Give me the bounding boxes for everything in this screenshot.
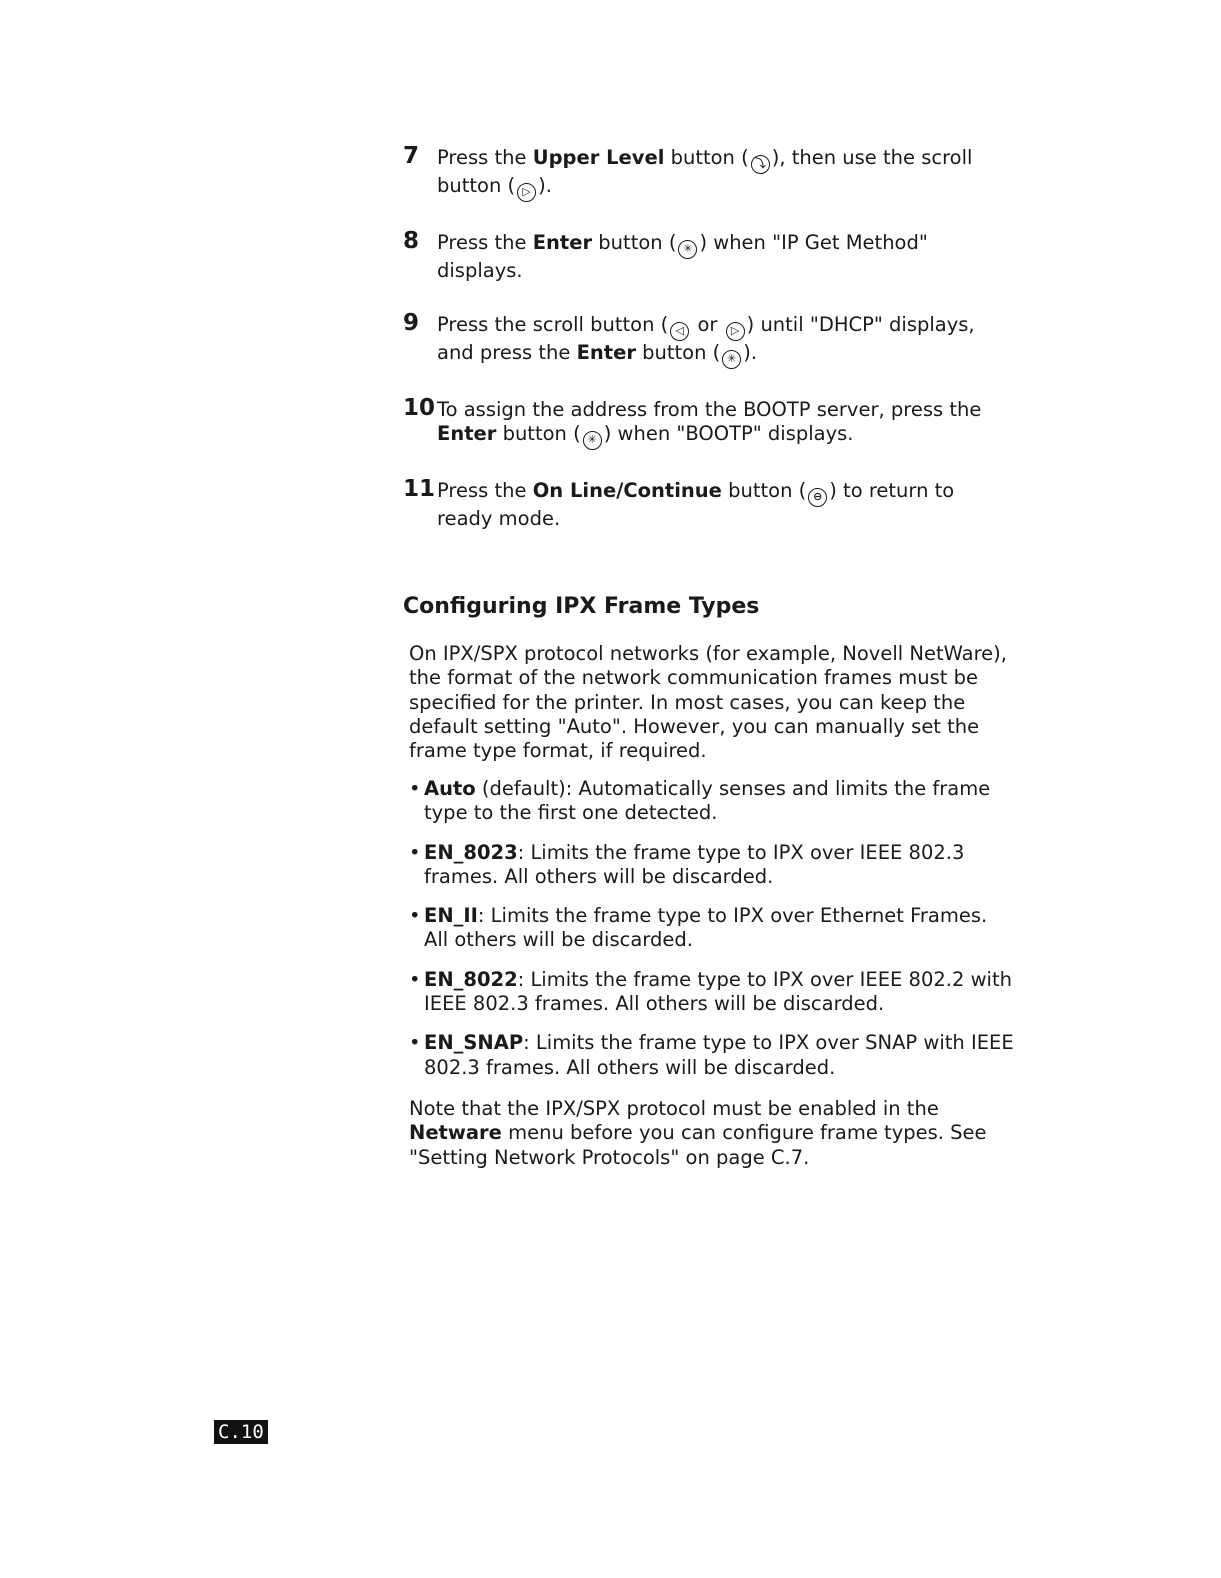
list-item: • EN_SNAP: Limits the frame type to IPX over SNAP with IEEE 802.3 frames. All others will be discarded. bbox=[409, 1031, 1014, 1079]
scroll-right-icon: ▷ bbox=[517, 183, 536, 202]
scroll-right-icon: ▷ bbox=[726, 322, 745, 341]
step-number: 11 bbox=[403, 476, 436, 502]
enter-icon: ✳ bbox=[678, 240, 697, 259]
step-number: 9 bbox=[403, 309, 420, 336]
list-item: • Auto (default): Automatically senses and limits the frame type to the first one detected. bbox=[409, 777, 991, 825]
section-title: Configuring IPX Frame Types bbox=[403, 594, 760, 619]
list-item: • EN_II: Limits the frame type to IPX over Ethernet Frames. All others will be discarded. bbox=[409, 904, 988, 952]
step-number: 7 bbox=[403, 143, 420, 169]
list-item: • EN_8023: Limits the frame type to IPX over IEEE 802.3 frames. All others will be discarded. bbox=[409, 840, 965, 888]
scroll-left-icon: ◁ bbox=[670, 322, 689, 341]
upper-level-icon: ⤵ bbox=[751, 155, 770, 174]
note-paragraph: Note that the IPX/SPX protocol must be enabled in the Netware menu before you can configure frame types. See "Setting Network Protocols" on page C.7. bbox=[409, 1097, 987, 1169]
step-7: 7 Press the Upper Level button ( ⤵ ), then use the scroll button ( ▷ ). bbox=[403, 146, 1013, 202]
steps-list bbox=[403, 143, 1013, 561]
enter-icon: ✳ bbox=[722, 350, 741, 369]
step-number: 10 bbox=[403, 394, 436, 421]
step-9: 9 Press the scroll button ( ◁ or ▷ ) until "DHCP" displays, and press the Enter button ( ✳ ). bbox=[403, 313, 1013, 369]
step-number: 8 bbox=[403, 228, 420, 254]
step-8: 8 Press the Enter button ( ✳ ) when "IP Get Method" displays. bbox=[403, 228, 928, 282]
step-10: 10 To assign the address from the BOOTP server, press the Enter button ( ✳ ) when "BOOTP" displays. bbox=[403, 398, 1013, 451]
page-number-badge: C.10 bbox=[214, 1420, 268, 1444]
frame-type-list bbox=[409, 777, 1014, 1095]
list-item: • EN_8022: Limits the frame type to IPX over IEEE 802.2 with IEEE 802.3 frames. All others will be discarded. bbox=[409, 967, 1012, 1016]
intro-paragraph: On IPX/SPX protocol networks (for example, Novell NetWare), the format of the network communication frames must be specified for the printer. In most cases, you can keep the default setting "Auto". However, you can manually set the frame type format, if required. bbox=[409, 642, 1007, 763]
enter-icon: ✳ bbox=[583, 431, 602, 450]
online-continue-icon: ⊖ bbox=[808, 488, 827, 507]
step-11: 11 Press the On Line/Continue button ( ⊖ ) to return to ready mode. bbox=[403, 476, 955, 530]
